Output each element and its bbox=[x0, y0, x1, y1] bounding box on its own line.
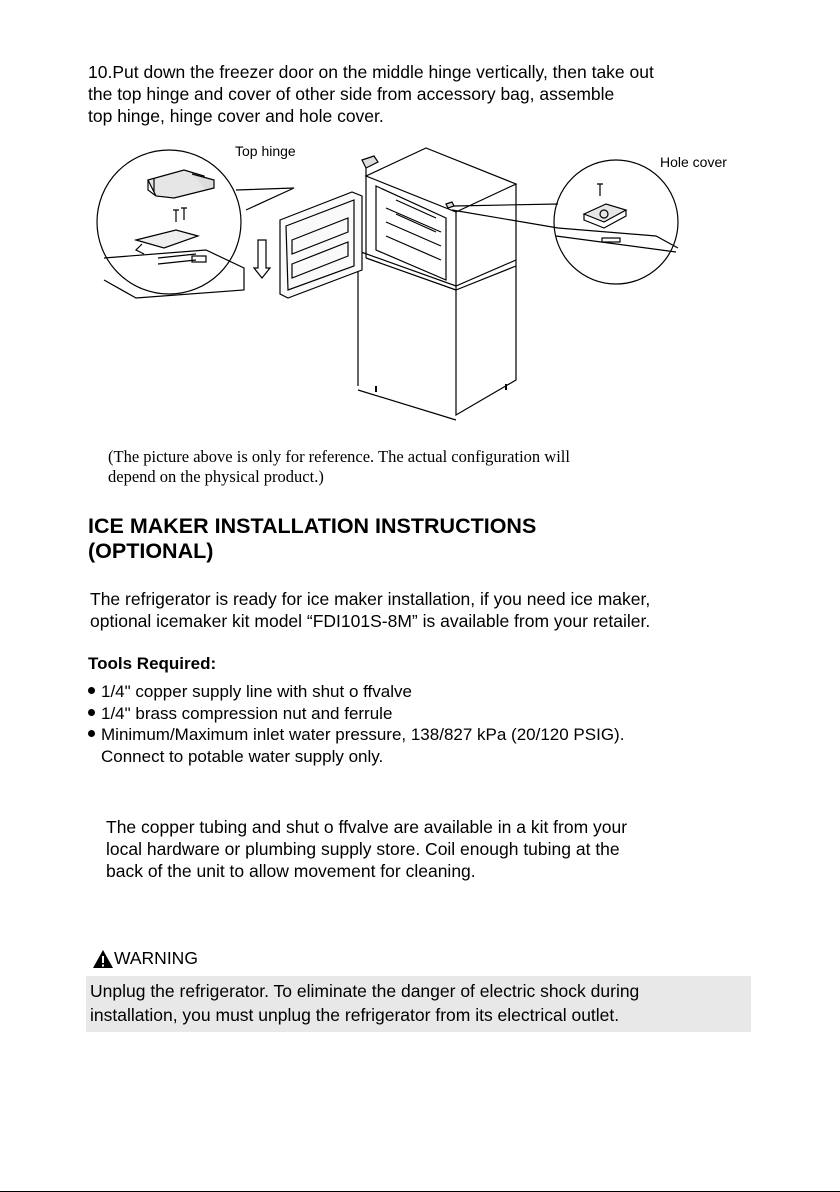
top-hinge-label: Top hinge bbox=[235, 143, 296, 159]
reference-note bbox=[108, 447, 570, 487]
intro-line: optional icemaker kit model “FDI101S-8M” is available from your retailer. bbox=[90, 611, 651, 631]
section-heading-line: ICE MAKER INSTALLATION INSTRUCTIONS bbox=[88, 514, 537, 538]
list-item bbox=[88, 724, 624, 746]
step-10-instructions bbox=[88, 61, 778, 127]
top-hinge-detail-circle bbox=[97, 150, 241, 294]
warning-triangle-icon bbox=[92, 949, 114, 969]
tubing-note-line: back of the unit to allow movement for cleaning. bbox=[106, 861, 476, 881]
tools-required-title: Tools Required: bbox=[88, 654, 217, 673]
bullet-icon bbox=[88, 709, 95, 716]
tool-item-text: Minimum/Maximum inlet water pressure, 138/827 kPa (20/120 PSIG). bbox=[101, 725, 625, 744]
tools-list bbox=[88, 681, 624, 767]
step-10-line: 10.Put down the freezer door on the middle hinge vertically, then take out bbox=[88, 62, 654, 82]
reference-note-line: (The picture above is only for reference. The actual configuration will bbox=[108, 447, 570, 466]
warning-line: Unplug the refrigerator. To eliminate the danger of electric shock during bbox=[90, 981, 640, 1001]
intro-line: The refrigerator is ready for ice maker installation, if you need ice maker, bbox=[90, 589, 651, 609]
warning-box bbox=[86, 976, 751, 1032]
cabinet-top bbox=[366, 148, 516, 212]
step-10-line: top hinge, hinge cover and hole cover. bbox=[88, 106, 384, 126]
cabinet-right-side bbox=[456, 184, 516, 415]
warning-title bbox=[92, 948, 198, 969]
refrigerator-diagram bbox=[96, 140, 756, 425]
step-10-line: the top hinge and cover of other side from accessory bag, assemble bbox=[88, 84, 615, 104]
reference-note-line: depend on the physical product.) bbox=[108, 467, 324, 486]
list-item bbox=[88, 681, 624, 703]
bullet-icon bbox=[88, 687, 95, 694]
bullet-icon bbox=[88, 730, 95, 737]
warning-title-text: WARNING bbox=[114, 948, 198, 968]
tool-item-text: 1/4" copper supply line with shut o ffvalve bbox=[101, 682, 412, 701]
tool-item-text: 1/4" brass compression nut and ferrule bbox=[101, 703, 393, 723]
tubing-note bbox=[106, 816, 627, 882]
hole-cover-label: Hole cover bbox=[660, 154, 727, 170]
section-heading-line: (OPTIONAL) bbox=[88, 539, 214, 563]
tubing-note-line: local hardware or plumbing supply store. Coil enough tubing at the bbox=[106, 839, 620, 859]
section-heading bbox=[88, 514, 536, 564]
ice-maker-intro bbox=[90, 588, 650, 632]
cabinet-left-side bbox=[366, 176, 456, 390]
warning-line: installation, you must unplug the refrigerator from its electrical outlet. bbox=[90, 1005, 620, 1025]
tool-item-continuation: Connect to potable water supply only. bbox=[101, 746, 384, 766]
tubing-note-line: The copper tubing and shut o ffvalve are available in a kit from your bbox=[106, 817, 628, 837]
list-item bbox=[88, 703, 624, 725]
hinge-illustration bbox=[96, 140, 756, 430]
down-arrow-icon bbox=[254, 240, 270, 278]
